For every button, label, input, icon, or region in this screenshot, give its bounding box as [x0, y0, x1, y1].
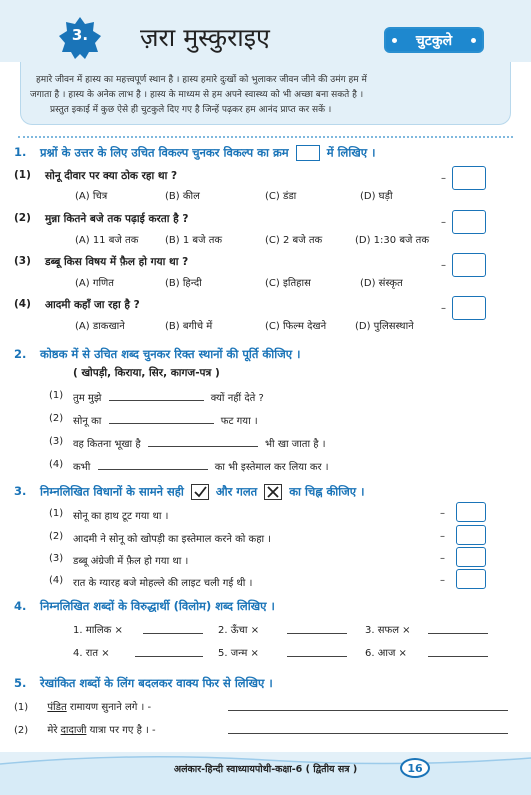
section-title-end: का चिह्न कीजिए । [289, 484, 365, 499]
section-title: निम्नलिखित विधानों के सामने सही [40, 484, 184, 499]
statement-item [49, 531, 272, 545]
section-title: कोष्ठक में से उचित शब्द चुनकर रिक्त स्थानों की पूर्ति कीजिए । [40, 347, 301, 361]
item-text: तुम मुझे [73, 393, 102, 404]
statement-item [49, 553, 189, 567]
blank-line[interactable] [98, 469, 208, 470]
section-1-heading [14, 145, 376, 161]
item-text: फट गया । [220, 416, 258, 427]
item-number: (1) [49, 508, 64, 519]
item-text: भी खा जाता है । [265, 439, 326, 450]
question-number: (2) [14, 212, 31, 224]
answer-line[interactable] [287, 656, 347, 657]
option-c: (C) 2 बजे तक [265, 235, 323, 246]
answer-box[interactable] [452, 210, 486, 234]
item-text: मेरे [47, 725, 61, 736]
question-number: (4) [14, 298, 31, 310]
option-c: (C) डंडा [265, 191, 297, 202]
item-number: (2) [49, 531, 64, 542]
item-number: (3) [49, 436, 64, 447]
dotted-divider [18, 136, 513, 138]
option-a: (A) चित्र [75, 191, 108, 202]
item-number: (2) [49, 413, 64, 424]
item-number: (1) [49, 390, 64, 401]
answer-box[interactable] [452, 166, 486, 190]
badge-label: चुटकुले [415, 32, 453, 49]
answer-box[interactable] [452, 253, 486, 277]
item-text: रात के ग्यारह बजे मोहल्ले की लाइट चली गई थी । [73, 578, 253, 589]
rewrite-item [14, 699, 151, 713]
statement-item [49, 575, 253, 589]
item-text: वह कितना भूखा है [73, 439, 141, 450]
question-text: सोनू दीवार पर क्या ठोक रहा था ? [45, 170, 178, 182]
option-d: (D) संस्कृत [360, 278, 403, 289]
item-number: (2) [14, 725, 29, 736]
tick-answer-box[interactable] [456, 525, 486, 545]
question-text: मुन्ना कितने बजे तक पढ़ाई करता है ? [45, 213, 189, 225]
item-text: यात्रा पर गए है । - [86, 725, 156, 736]
answer-line[interactable] [228, 710, 508, 711]
tick-box-icon [191, 484, 209, 500]
intro-line: हमारे जीवन में हास्य का महत्त्वपूर्ण स्थान है । हास्य हमारे दुःखों को भुलाकर जीवन जीने की उमंग हम में [36, 75, 367, 85]
item-number: (3) [49, 553, 64, 564]
item-text: आदमी ने सोनू को खोपड़ी का इस्तेमाल करने को कहा । [73, 534, 272, 545]
answer-code-box [296, 145, 320, 161]
answer-box[interactable] [452, 296, 486, 320]
section-title: रेखांकित शब्दों के लिंग बदलकर वाक्य फिर से लिखिए । [40, 676, 273, 690]
dash-mark: – [440, 508, 445, 519]
item-text: का भी इस्तेमाल कर लिया कर । [214, 462, 329, 473]
dash-mark: – [440, 575, 445, 586]
antonym-item: 4. रात × [73, 648, 110, 659]
option-d: (D) 1:30 बजे तक [355, 235, 430, 246]
question-text: डब्बू किस विषय में फ़ैल हो गया था ? [45, 256, 189, 268]
section-5-heading [14, 676, 273, 691]
footer-text: अलंकार-हिन्दी स्वाध्यायपोथी-कक्षा-6 ( द्वितीय सत्र ) [173, 764, 358, 775]
antonym-item: 6. आज × [365, 648, 407, 659]
answer-line[interactable] [428, 633, 488, 634]
item-text: सोनू का [73, 416, 102, 427]
antonym-item: 2. ऊँचा × [218, 625, 260, 636]
section-title: और गलत [215, 484, 258, 499]
chapter-title: ज़रा मुस्कुराइए [140, 23, 270, 52]
section-number: 2. [14, 347, 27, 361]
fill-blank-item [49, 413, 258, 427]
answer-line[interactable] [287, 633, 347, 634]
item-text: क्यों नहीं देते ? [210, 393, 264, 404]
option-c: (C) इतिहास [265, 278, 311, 289]
section-2-heading [14, 347, 301, 362]
item-number: (4) [49, 459, 64, 470]
section-number: 4. [14, 599, 27, 613]
tick-answer-box[interactable] [456, 569, 486, 589]
item-text: रामायण सुनाने लगे । - [66, 702, 152, 713]
answer-line[interactable] [135, 656, 203, 657]
dash-mark: – [440, 531, 445, 542]
answer-line[interactable] [143, 633, 203, 634]
tick-answer-box[interactable] [456, 547, 486, 567]
section-3-heading [14, 484, 365, 500]
chapter-badge [384, 27, 484, 53]
answer-line[interactable] [228, 733, 508, 734]
badge-dot-icon [392, 38, 397, 43]
dash-mark: – [440, 553, 445, 564]
answer-line[interactable] [428, 656, 488, 657]
rewrite-item [14, 722, 156, 736]
option-a: (A) 11 बजे तक [75, 235, 139, 246]
item-text: कभी [73, 462, 91, 473]
dash-mark: – [441, 173, 446, 184]
item-number: (1) [14, 702, 29, 713]
word-bank: ( खोपड़ी, किराया, सिर, कागज-पत्र ) [73, 367, 220, 379]
item-text: सोनू का हाथ टूट गया था । [73, 511, 169, 522]
antonym-item: 5. जन्म × [218, 648, 259, 659]
section-number: 5. [14, 676, 27, 690]
question-number: (3) [14, 255, 31, 267]
dash-mark: – [441, 260, 446, 271]
chapter-number: 3. [71, 26, 89, 44]
antonym-item: 1. मालिक × [73, 625, 123, 636]
page-number: 16 [400, 758, 430, 778]
option-c: (C) फिल्म देखने [265, 321, 327, 332]
option-b: (B) कील [165, 191, 200, 202]
dash-mark: – [441, 303, 446, 314]
underlined-word: दादाजी [60, 725, 87, 736]
antonym-item: 3. सफल × [365, 625, 411, 636]
option-d: (D) पुलिसस्थाने [355, 321, 414, 332]
question-text: आदमी कहाँ जा रहा है ? [45, 299, 140, 311]
section-title: निम्नलिखित शब्दों के विरुद्धार्थी (विलोम) शब्द लिखिए । [40, 599, 275, 613]
question-number: (1) [14, 169, 31, 181]
item-number: (4) [49, 575, 64, 586]
blank-line[interactable] [109, 400, 204, 401]
statement-item [49, 508, 169, 522]
section-title: प्रश्नों के उत्तर के लिए उचित विकल्प चुनकर विकल्प का क्रम [40, 145, 289, 160]
cross-box-icon [264, 484, 282, 500]
option-a: (A) गणित [75, 278, 114, 289]
section-4-heading [14, 599, 275, 614]
option-b: (B) 1 बजे तक [165, 235, 223, 246]
intro-line: प्रस्तुत इकाई में कुछ ऐसे ही चुटकुले दिए गए है जिन्हें पढ़कर हम आनंद प्राप्त कर सकें । [50, 105, 332, 115]
item-text: डब्बू अंग्रेजी में फ़ैल हो गया था । [73, 556, 189, 567]
option-b: (B) हिन्दी [165, 278, 202, 289]
intro-line: जगाता है । हास्य के अनेक लाभ है । हास्य के माध्यम से हम अपने स्वास्थ्य को भी अच्छा बना सकते है । [30, 90, 364, 100]
option-a: (A) डाकखाने [75, 321, 125, 332]
dash-mark: – [441, 217, 446, 228]
blank-line[interactable] [109, 423, 214, 424]
fill-blank-item [49, 459, 329, 473]
underlined-word: पंडित [47, 702, 67, 713]
option-b: (B) बगीचे में [165, 321, 213, 332]
option-d: (D) घड़ी [360, 191, 393, 202]
fill-blank-item [49, 390, 264, 404]
section-title-end: में लिखिए । [326, 145, 376, 160]
badge-dot-icon [471, 38, 476, 43]
section-number: 3. [14, 484, 27, 498]
tick-answer-box[interactable] [456, 502, 486, 522]
fill-blank-item [49, 436, 326, 450]
blank-line[interactable] [148, 446, 258, 447]
section-number: 1. [14, 145, 27, 159]
